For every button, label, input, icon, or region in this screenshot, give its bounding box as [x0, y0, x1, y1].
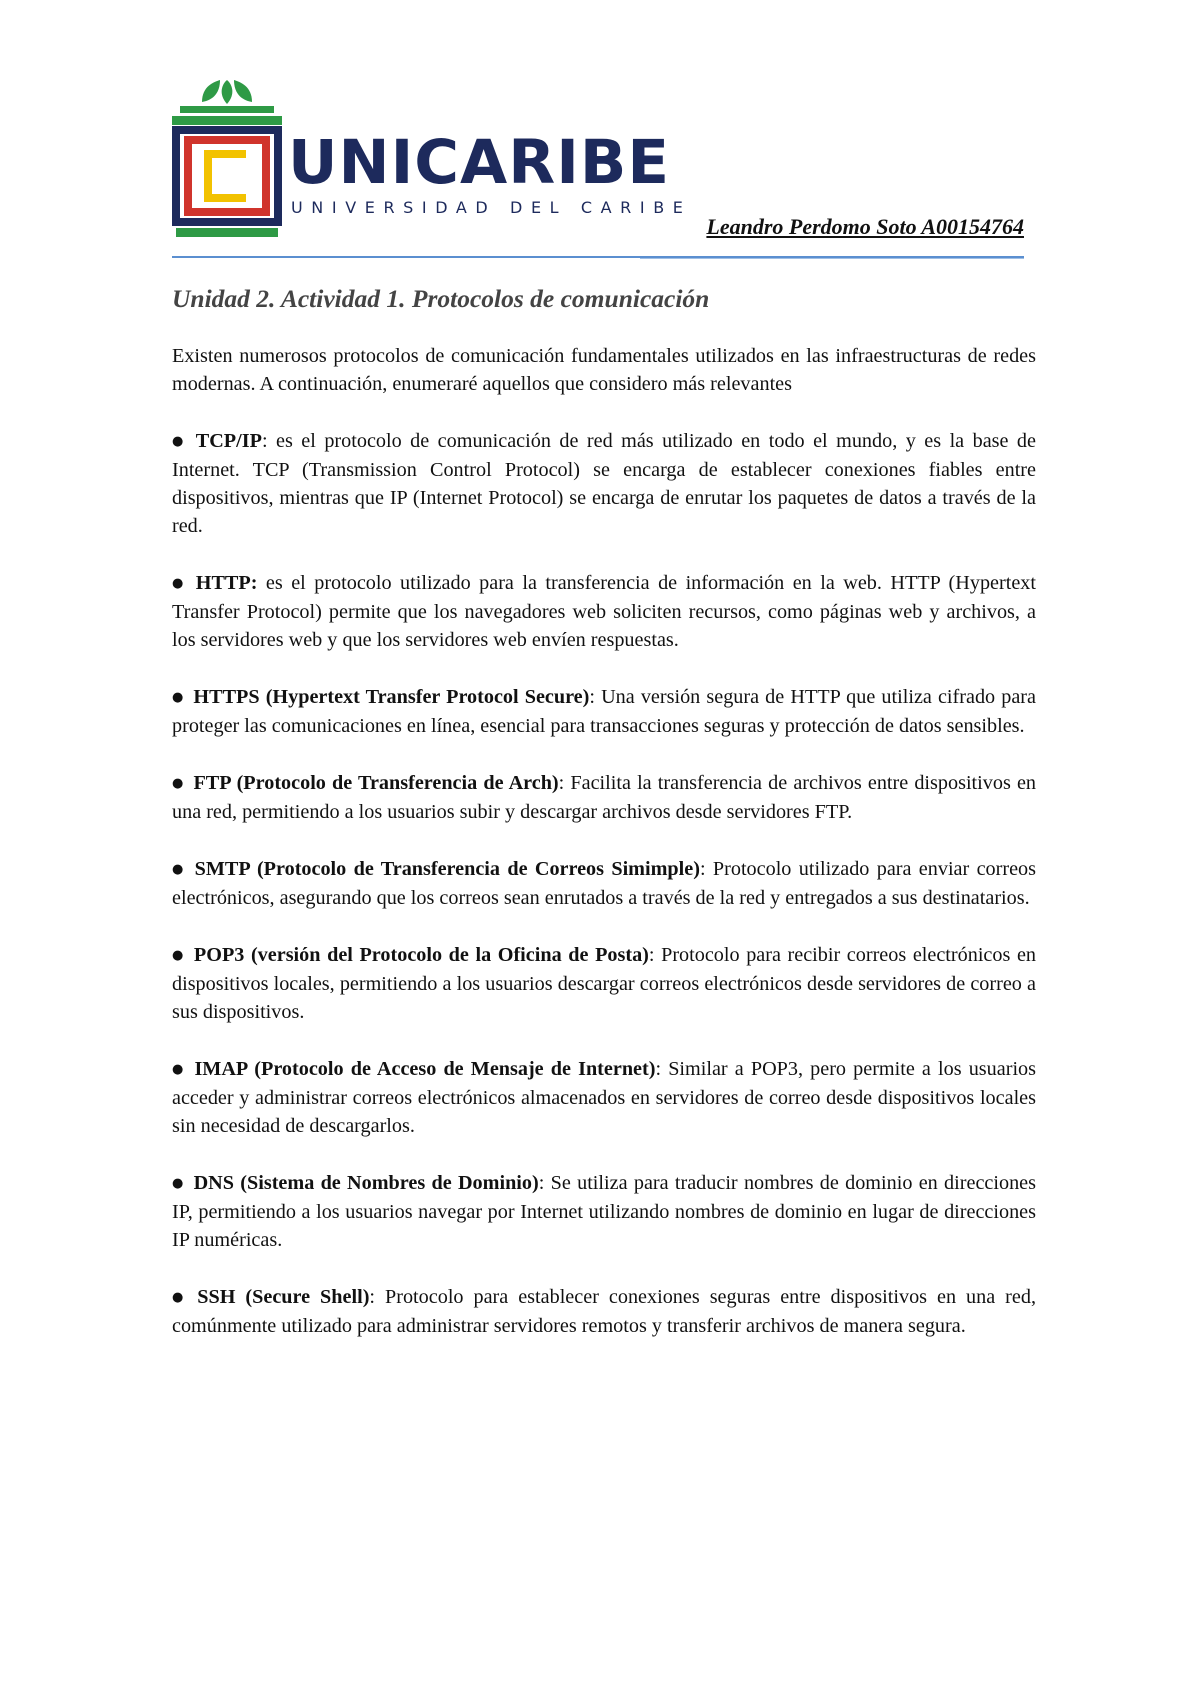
bullet-icon: ● — [172, 862, 186, 877]
bullet-icon: ● — [172, 948, 185, 963]
author-name: Leandro Perdomo Soto A00154764 — [706, 214, 1024, 239]
unicaribe-logo-icon — [172, 80, 282, 238]
protocol-description: : Protocolo para establecer conexiones seguras entre dispositivos en una red, comúnmente utilizado para administrar servidores remotos y transferir archivos de manera segura. — [172, 1286, 1036, 1337]
protocol-item — [172, 1283, 1036, 1340]
protocol-item — [172, 427, 1036, 540]
brand-subtitle: UNIVERSIDAD DEL CARIBE — [291, 198, 692, 217]
protocol-description: : Una versión segura de HTTP que utiliza cifrado para proteger las comunicaciones en línea, esencial para transacciones seguras y protección de datos sensibles. — [172, 686, 1036, 737]
protocol-item — [172, 1055, 1036, 1140]
protocol-item — [172, 769, 1036, 826]
protocol-description: : es el protocolo de comunicación de red más utilizado en todo el mundo, y es la base de Internet. TCP (Transmission Control Protocol) se encarga de establecer conexiones fiables entre dispositivos, mientras que IP (Internet Protocol) se encarga de enrutar los paquetes de datos a través de la red. — [172, 430, 1036, 537]
protocol-term: SSH (Secure Shell) — [197, 1286, 370, 1308]
protocol-list — [172, 427, 1036, 1340]
protocol-term: HTTP: — [195, 572, 258, 594]
protocol-term: IMAP (Protocolo de Acceso de Mensaje de Internet) — [194, 1058, 656, 1080]
page-title: Unidad 2. Actividad 1. Protocolos de comunicación — [172, 284, 710, 313]
protocol-term: DNS (Sistema de Nombres de Dominio) — [193, 1172, 539, 1194]
bullet-icon: ● — [172, 1176, 185, 1191]
protocol-term: FTP (Protocolo de Transferencia de Arch) — [193, 772, 559, 794]
protocol-item — [172, 569, 1036, 654]
brand-name: UNICARIBE — [288, 127, 671, 198]
protocol-term: HTTPS (Hypertext Transfer Protocol Secure) — [193, 686, 590, 708]
protocol-term: SMTP (Protocolo de Transferencia de Correos Simimple) — [194, 858, 700, 880]
protocol-description: : Facilita la transferencia de archivos entre dispositivos en una red, permitiendo a los usuarios subir y descargar archivos desde servidores FTP. — [172, 772, 1037, 823]
protocol-description: : Protocolo para recibir correos electrónicos en dispositivos locales, permitiendo a los usuarios descargar correos electrónicos desde servidores de correo a sus dispositivos. — [172, 944, 1036, 1023]
bullet-icon: ● — [172, 690, 185, 705]
bullet-icon: ● — [172, 776, 185, 791]
protocol-description: es el protocolo utilizado para la transferencia de información en la web. HTTP (Hypertext Transfer Protocol) permite que los navegadores web soliciten recursos, como páginas web y archivos, a los servidores web y que los servidores web envíen respuestas. — [172, 572, 1037, 651]
bullet-icon: ● — [172, 434, 187, 449]
bullet-icon: ● — [172, 1290, 189, 1305]
protocol-term: TCP/IP — [195, 430, 262, 452]
bullet-icon: ● — [172, 1062, 186, 1077]
protocol-item — [172, 941, 1036, 1026]
intro-paragraph: Existen numerosos protocolos de comunicación fundamentales utilizados en las infraestructuras de redes modernas. A continuación, enumeraré aquellos que considero más relevantes — [172, 345, 1036, 395]
protocol-description: : Similar a POP3, pero permite a los usuarios acceder y administrar correos electrónicos almacenados en servidores de correo desde dispositivos locales sin necesidad de descargarlos. — [172, 1058, 1036, 1137]
protocol-item — [172, 1169, 1036, 1254]
protocol-item — [172, 855, 1036, 912]
document-body — [172, 342, 1036, 1369]
bullet-icon: ● — [172, 576, 187, 591]
protocol-item — [172, 683, 1036, 740]
protocol-description: : Se utiliza para traducir nombres de dominio en direcciones IP, permitiendo a los usuarios navegar por Internet utilizando nombres de dominio en lugar de direcciones IP numéricas. — [172, 1172, 1036, 1251]
protocol-description: : Protocolo utilizado para enviar correos electrónicos, asegurando que los correos sean enrutados a través de la red y entregados a sus destinatarios. — [172, 858, 1036, 909]
protocol-term: POP3 (versión del Protocolo de la Oficina de Posta) — [193, 944, 649, 966]
header-divider-accent — [640, 258, 1024, 259]
